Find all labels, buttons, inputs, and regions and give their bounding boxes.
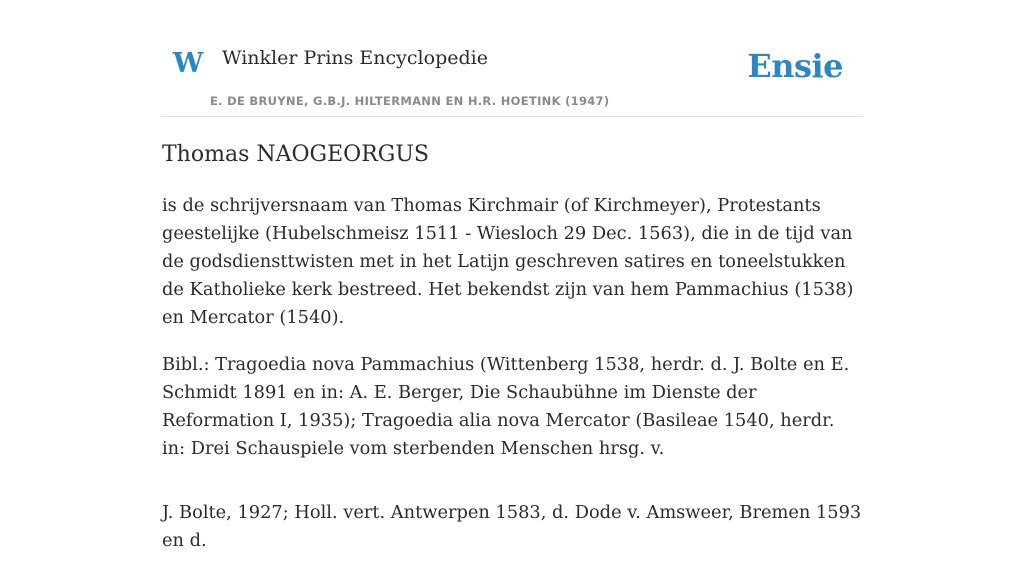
winkler-prins-logo[interactable]: W — [173, 48, 204, 79]
article-body — [162, 192, 862, 574]
header — [162, 0, 862, 117]
page — [162, 0, 862, 551]
publication-authors: E. DE BRUYNE, G.B.J. HILTERMANN EN H.R. HOETINK (1947) — [210, 94, 610, 108]
ensie-logo[interactable]: Ensie — [747, 47, 843, 85]
publication-title[interactable]: Winkler Prins Encyclopedie — [222, 47, 488, 69]
article-title: Thomas NAOGEORGUS — [162, 142, 429, 167]
bibliography-continuation: J. Bolte, 1927; Holl. vert. Antwerpen 1583, d. Dode v. Amsweer, Bremen 1593 en d. — [162, 502, 862, 551]
article-paragraph: is de schrijversnaam van Thomas Kirchmair (of Kirchmeyer), Protestants geestelijke (Hubelschmeisz 1511 - Wiesloch 29 Dec. 1563), die in de tijd van de godsdiensttwisten met in het Latijn geschreven satires en toneelstukken de Katholieke kerk bestreed. Het bekendst zijn van hem Pammachius (1538) en Mercator (1540). — [162, 195, 854, 328]
bibliography-paragraph: Bibl.: Tragoedia nova Pammachius (Wittenberg 1538, herdr. d. J. Bolte en E. Schmidt 1891 en in: A. E. Berger, Die Schaubühne im Dienste der Reformation I, 1935); Tragoedia alia nova Mercator (Basileae 1540, herdr. in: Drei Schauspiele vom sterbenden Menschen hrsg. v. — [162, 354, 850, 459]
